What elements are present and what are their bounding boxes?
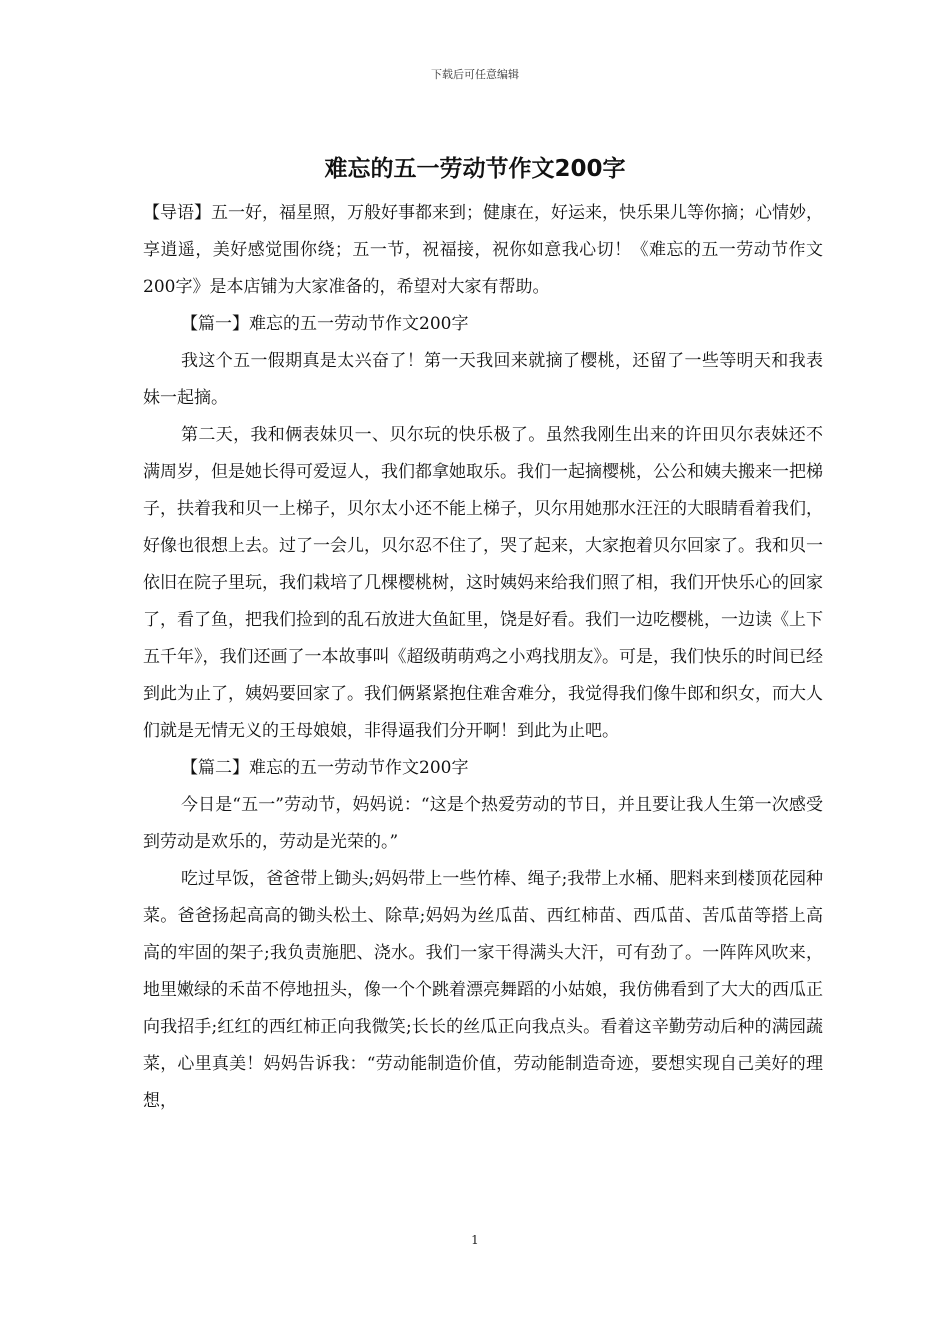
intro-paragraph: 【导语】五一好，福星照，万般好事都来到；健康在，好运来，快乐果儿等你摘；心情妙，享逍遥，美好感觉围你绕；五一节，祝福接，祝你如意我心切！《难忘的五一劳动节作文200字》是本店铺为大家准备的，希望对大家有帮助。 [143, 203, 823, 297]
page-header: 下载后可任意编辑 [431, 68, 519, 81]
document-title: 难忘的五一劳动节作文200字 [324, 156, 626, 182]
page-number: 1 [471, 1233, 479, 1247]
body-paragraph: 今日是“五一”劳动节，妈妈说：“这是个热爱劳动的节日，并且要让我人生第一次感受到劳动是欢乐的，劳动是光荣的。” [143, 795, 823, 852]
section-heading-1: 【篇一】难忘的五一劳动节作文200字 [181, 314, 469, 334]
body-paragraph: 我这个五一假期真是太兴奋了！第一天我回来就摘了樱桃，还留了一些等明天和我表妹一起摘。 [143, 351, 823, 408]
document-body [143, 195, 823, 1120]
body-paragraph: 吃过早饭，爸爸带上锄头;妈妈带上一些竹棒、绳子;我带上水桶、肥料来到楼顶花园种菜。爸爸扬起高高的锄头松土、除草;妈妈为丝瓜苗、西红柿苗、西瓜苗、苦瓜苗等搭上高高的牢固的架子;我负责施肥、浇水。我们一家干得满头大汗，可有劲了。一阵阵风吹来，地里嫩绿的禾苗不停地扭头，像一个个跳着漂亮舞蹈的小姑娘，我仿佛看到了大大的西瓜正向我招手;红红的西红柿正向我微笑;长长的丝瓜正向我点头。看着这辛勤劳动后种的满园蔬菜，心里真美！妈妈告诉我：“劳动能制造价值，劳动能制造奇迹，要想实现自己美好的理想， [143, 869, 823, 1111]
body-paragraph: 第二天，我和俩表妹贝一、贝尔玩的快乐极了。虽然我刚生出来的许田贝尔表妹还不满周岁，但是她长得可爱逗人，我们都拿她取乐。我们一起摘樱桃，公公和姨夫搬来一把梯子，扶着我和贝一上梯子，贝尔太小还不能上梯子，贝尔用她那水汪汪的大眼睛看着我们，好像也很想上去。过了一会儿，贝尔忍不住了，哭了起来，大家抱着贝尔回家了。我和贝一依旧在院子里玩，我们栽培了几棵樱桃树，这时姨妈来给我们照了相，我们开快乐心的回家了，看了鱼，把我们捡到的乱石放进大鱼缸里，饶是好看。我们一边吃樱桃，一边读《上下五千年》，我们还画了一本故事叫《超级萌萌鸡之小鸡找朋友》。可是，我们快乐的时间已经到此为止了，姨妈要回家了。我们俩紧紧抱住难舍难分，我觉得我们像牛郎和织女，而大人们就是无情无义的王母娘娘，非得逼我们分开啊！到此为止吧。 [143, 425, 823, 741]
section-heading-2: 【篇二】难忘的五一劳动节作文200字 [181, 758, 469, 778]
